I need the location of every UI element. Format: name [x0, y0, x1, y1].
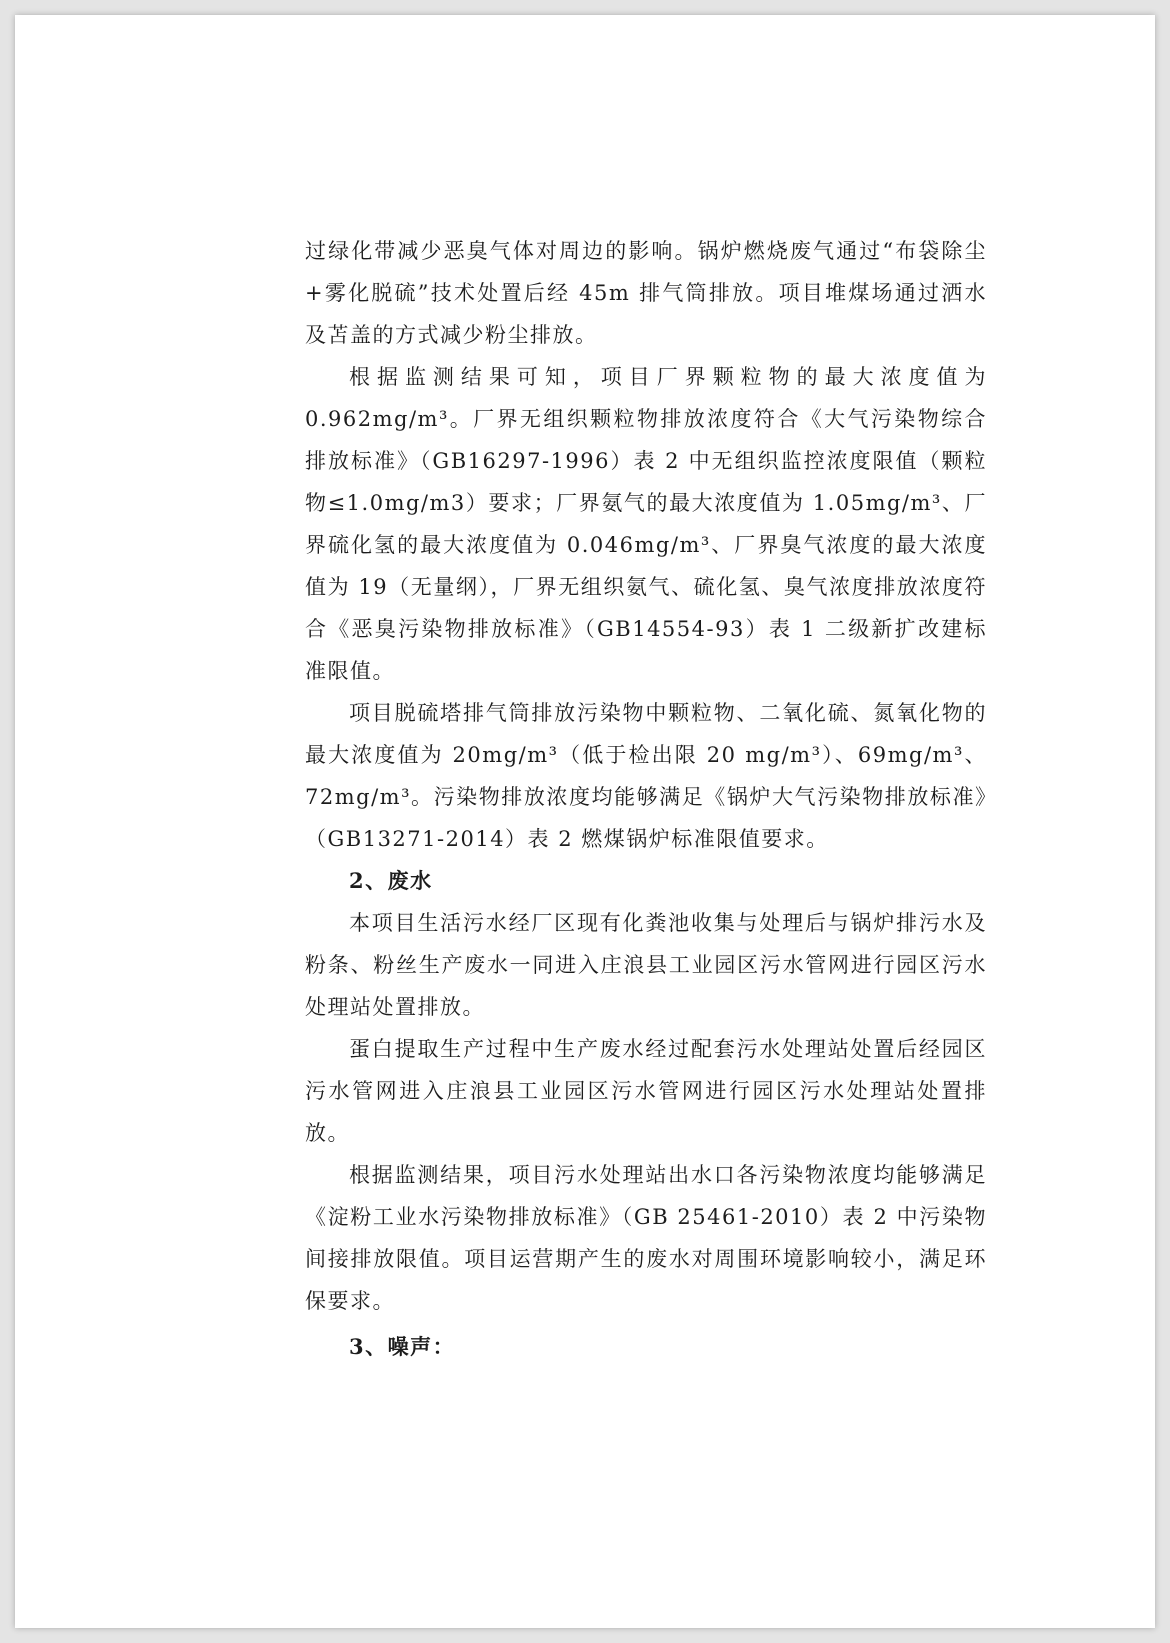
section-heading-noise: 3、噪声：	[349, 1334, 456, 1359]
paragraph-5: 蛋白提取生产过程中生产废水经过配套污水处理站处置后经园区污水管网进入庄浪县工业园区污水管网进行园区污水处理站处置排放。	[305, 1037, 987, 1145]
paragraph-4: 本项目生活污水经厂区现有化粪池收集与处理后与锅炉排污水及粉条、粉丝生产废水一同进入庄浪县工业园区污水管网进行园区污水处理站处置排放。	[305, 911, 987, 1019]
document-body	[305, 230, 987, 1368]
document-page	[15, 15, 1155, 1628]
paragraph-2: 根据监测结果可知，项目厂界颗粒物的最大浓度值为 0.962mg/m³。厂界无组织颗粒物排放浓度符合《大气污染物综合排放标准》（GB16297-1996）表 2 中无组织监控浓度限值（颗粒物≤1.0mg/m3）要求；厂界氨气的最大浓度值为 1.05mg/m³、厂界硫化氢的最大浓度值为 0.046mg/m³、厂界臭气浓度的最大浓度值为 19（无量纲），厂界无组织氨气、硫化氢、臭气浓度排放浓度符合《恶臭污染物排放标准》（GB14554-93）表 1 二级新扩改建标准限值。	[305, 365, 987, 683]
paragraph-1: 过绿化带减少恶臭气体对周边的影响。锅炉燃烧废气通过“布袋除尘+雾化脱硫”技术处置后经 45m 排气筒排放。项目堆煤场通过洒水及苫盖的方式减少粉尘排放。	[305, 239, 987, 347]
paragraph-6: 根据监测结果，项目污水处理站出水口各污染物浓度均能够满足《淀粉工业水污染物排放标准》（GB 25461-2010）表 2 中污染物间接排放限值。项目运营期产生的废水对周围环境影响较小，满足环保要求。	[305, 1163, 987, 1313]
section-heading-wastewater: 2、废水	[349, 868, 433, 893]
paragraph-3: 项目脱硫塔排气筒排放污染物中颗粒物、二氧化硫、氮氧化物的最大浓度值为 20mg/m³（低于检出限 20 mg/m³）、69mg/m³、72mg/m³。污染物排放浓度均能够满足《锅炉大气污染物排放标准》（GB13271-2014）表 2 燃煤锅炉标准限值要求。	[305, 701, 987, 851]
